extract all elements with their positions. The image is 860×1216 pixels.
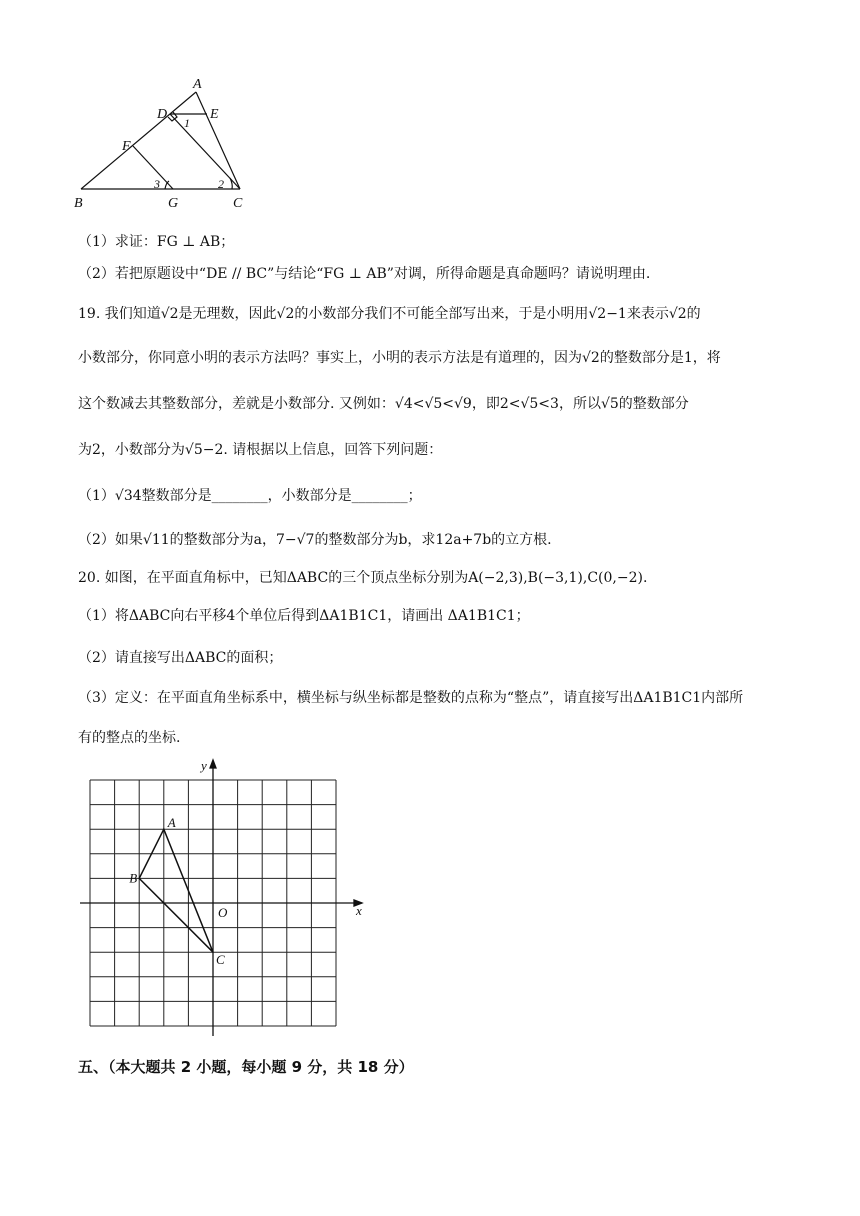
q18-part2: （2）若把原题设中“DE // BC”与结论“FG ⊥ AB”对调，所得命题是真命题吗？请说明理由.	[78, 266, 651, 282]
q19-part2: （2）如果√11的整数部分为a，7−√7的整数部分为b，求12a+7b的立方根.	[78, 532, 552, 548]
q19-part1: （1）√34整数部分是________，小数部分是________；	[78, 488, 422, 504]
label-B: B	[74, 196, 83, 211]
angle-3-label: 3	[154, 177, 160, 191]
point-label-C: C	[216, 952, 225, 968]
q18-part1: （1）求证：FG ⊥ AB；	[78, 234, 235, 250]
label-A: A	[193, 77, 202, 92]
q20-part2: （2）请直接写出ΔABC的面积；	[78, 650, 283, 666]
segment-DC	[170, 114, 240, 189]
triangle-figure	[70, 70, 260, 220]
x-axis-label: x	[356, 903, 362, 918]
segment-AB	[81, 92, 196, 189]
triangle-ABC	[139, 829, 213, 952]
y-axis-label: y	[201, 758, 207, 773]
label-D: D	[157, 107, 168, 122]
q20-part1: （1）将ΔABC向右平移4个单位后得到ΔA1B1C1，请画出 ΔA1B1C1；	[78, 608, 530, 624]
origin-label: O	[218, 905, 228, 920]
angle-3-arc	[165, 181, 169, 189]
point-label-B: B	[129, 870, 138, 886]
q20-part3-line2: 有的整点的坐标.	[78, 730, 181, 746]
label-G: G	[168, 196, 179, 211]
q19-line1: 19. 我们知道√2是无理数，因此√2的小数部分我们不可能全部写出来，于是小明用√2−1来表示√2的	[78, 306, 701, 322]
angle-1-label: 1	[184, 116, 190, 130]
q19-line4: 为2，小数部分为√5−2. 请根据以上信息，回答下列问题：	[78, 442, 443, 458]
q20-part3-line1: （3）定义：在平面直角坐标系中，横坐标与纵坐标都是整数的点称为“整点”，请直接写出ΔA1B1C1内部所	[78, 690, 744, 706]
q19-line3: 这个数减去其整数部分，差就是小数部分. 又例如：√4<√5<√9，即2<√5<3，所以√5的整数部分	[78, 396, 689, 412]
label-E: E	[210, 107, 219, 122]
q19-line2: 小数部分，你同意小明的表示方法吗？事实上，小明的表示方法是有道理的，因为√2的整数部分是1，将	[78, 350, 721, 366]
q20-line1: 20. 如图，在平面直角标中，已知ΔABC的三个顶点坐标分别为A(−2,3),B(−3,1),C(0,−2).	[78, 570, 648, 586]
point-label-A: A	[167, 815, 176, 831]
label-C: C	[233, 196, 243, 211]
label-F: F	[122, 139, 131, 154]
y-axis-arrow	[210, 760, 216, 768]
section-heading: 五、（本大题共 2 小题，每小题 9 分，共 18 分）	[78, 1058, 414, 1076]
coordinate-grid	[80, 758, 370, 1038]
angle-2-label: 2	[218, 177, 224, 191]
